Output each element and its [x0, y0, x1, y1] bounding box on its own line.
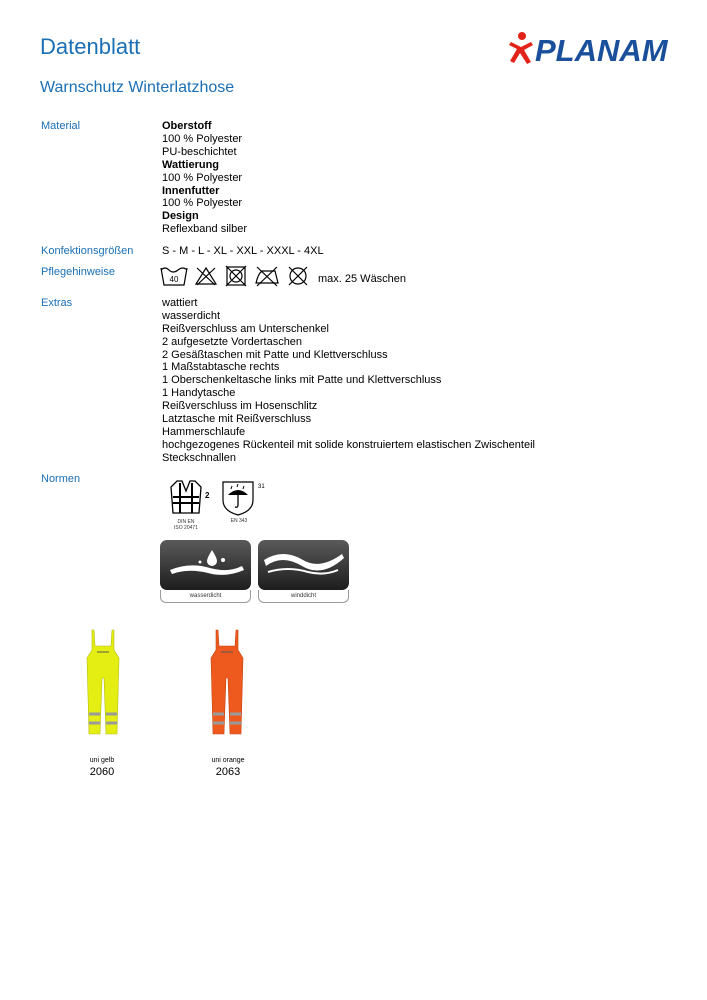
- hi-vis-caption-line2: ISO 20471: [174, 525, 198, 531]
- no-dry-clean-icon: [286, 265, 310, 287]
- hi-vis-vest-icon: [168, 479, 204, 515]
- feature-windproof: [258, 540, 349, 604]
- material-heading: Oberstoff: [162, 120, 212, 132]
- product-image-yellow: [83, 628, 123, 738]
- extras-item: Reißverschluss im Hosenschlitz: [162, 400, 318, 413]
- material-heading: Design: [162, 210, 199, 223]
- feature-waterproof-tile: [160, 540, 251, 590]
- extras-item: 2 Gesäßtaschen mit Patte und Klettverschluss: [162, 348, 388, 361]
- extras-item: Steckschnallen: [162, 451, 236, 464]
- extras-item: Latztasche mit Reißverschluss: [162, 413, 312, 426]
- water-drop-icon: [160, 540, 251, 590]
- page-subtitle: Warnschutz Winterlatzhose: [40, 79, 235, 96]
- material-line: 100 % Polyester: [162, 132, 243, 145]
- material-line: PU-beschichtet: [162, 145, 237, 158]
- extras-list: [162, 297, 535, 465]
- material-line: Reflexband silber: [162, 223, 247, 236]
- extras-item: wasserdicht: [162, 309, 221, 322]
- product-color-orange: uni orange: [211, 757, 245, 764]
- product-image-orange: [207, 628, 247, 738]
- product-number-yellow: 2060: [89, 766, 115, 778]
- sizes-value: S - M - L - XL - XXL - XXXL - 4XL: [162, 245, 324, 257]
- care-label: Pflegehinweise: [41, 266, 115, 278]
- planam-logo: [509, 30, 669, 66]
- hi-vis-caption: [166, 519, 206, 531]
- wash-temp: 40: [169, 275, 179, 284]
- rain-caption-line1: EN 343: [230, 518, 248, 524]
- care-max-washes: max. 25 Wäschen: [318, 273, 407, 285]
- wash-40-icon: [160, 265, 188, 287]
- no-tumble-dry-icon: [224, 265, 248, 287]
- normen-label: Normen: [41, 473, 81, 485]
- product-color-yellow: uni gelb: [89, 757, 115, 764]
- no-bleach-icon: [194, 265, 218, 287]
- feature-windproof-caption: winddicht: [258, 590, 349, 603]
- extras-item: Reißverschluss am Unterschenkel: [162, 322, 329, 335]
- extras-item: 1 Oberschenkeltasche links mit Patte und Klettverschluss: [162, 374, 442, 387]
- sizes-label: Konfektionsgrößen: [41, 245, 134, 257]
- product-number-orange: 2063: [215, 766, 241, 778]
- rain-protection-shield-icon: [220, 480, 256, 516]
- rain-caption: [222, 518, 256, 524]
- page-title: Datenblatt: [40, 34, 141, 59]
- material-list: [162, 120, 247, 236]
- feature-waterproof-caption: wasserdicht: [160, 590, 251, 603]
- logo-text: PLANAM: [535, 33, 668, 66]
- hi-vis-class: 2: [205, 491, 210, 500]
- extras-item: 2 aufgesetzte Vordertaschen: [162, 335, 303, 348]
- extras-item: Hammerschlaufe: [162, 425, 246, 438]
- extras-item: 1 Maßstabtasche rechts: [162, 361, 280, 374]
- no-iron-icon: [254, 265, 280, 287]
- logo-figure-icon: [509, 32, 533, 64]
- material-label: Material: [41, 120, 81, 132]
- extras-label: Extras: [41, 297, 73, 309]
- rain-class: 31: [258, 484, 265, 490]
- material-heading: Wattierung: [162, 158, 220, 171]
- extras-item: hochgezogenes Rückenteil mit solide konstruiertem elastischen Zwischenteil: [162, 438, 535, 451]
- hi-vis-caption-line1: DIN EN: [177, 519, 195, 525]
- extras-item: wattiert: [162, 297, 198, 309]
- extras-item: 1 Handytasche: [162, 387, 236, 400]
- material-line: 100 % Polyester: [162, 197, 243, 210]
- wind-icon: [258, 540, 349, 590]
- feature-waterproof: [160, 540, 251, 604]
- feature-windproof-tile: [258, 540, 349, 590]
- material-line: 100 % Polyester: [162, 171, 243, 184]
- care-symbols: [160, 265, 406, 287]
- material-heading: Innenfutter: [162, 184, 220, 197]
